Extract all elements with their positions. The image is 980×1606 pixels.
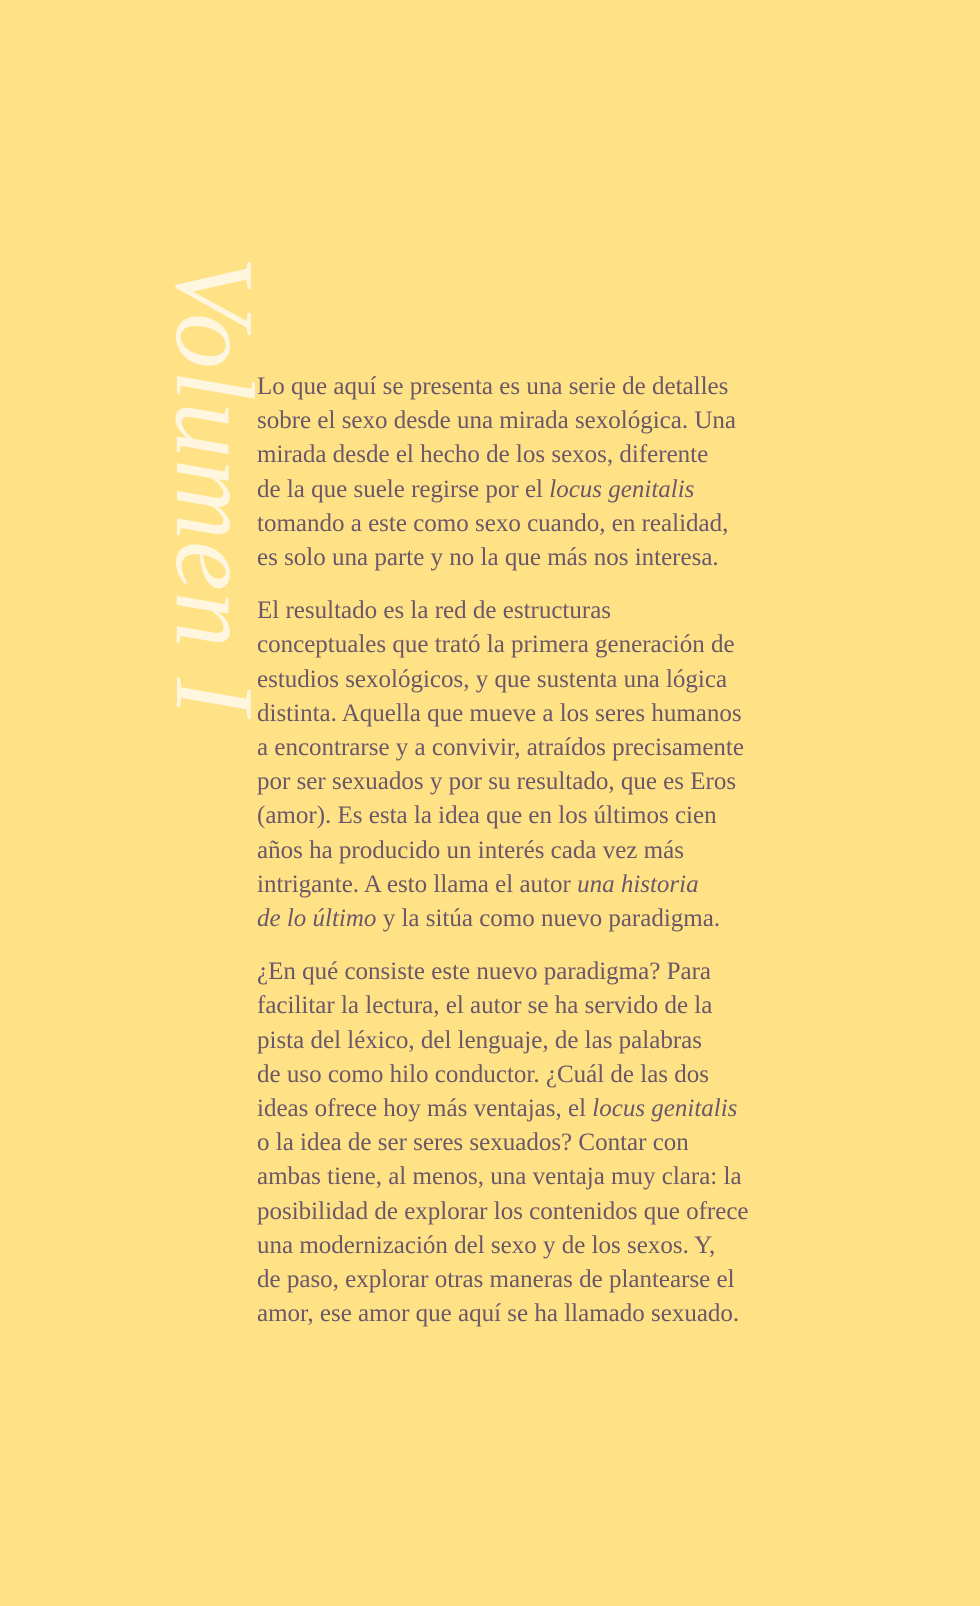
text-line	[257, 1229, 837, 1263]
text-run: pista del léxico, del lenguaje, de las palabras	[257, 1026, 702, 1054]
text-run: o la idea de ser seres sexuados? Contar con	[257, 1129, 689, 1157]
text-run: ambas tiene, al menos, una ventaja muy clara: la	[257, 1163, 742, 1191]
text-line	[257, 731, 837, 765]
text-run: (amor). Es esta la idea que en los últimos cien	[257, 802, 717, 830]
text-run: por ser sexuados y por su resultado, que es Eros	[257, 768, 737, 796]
text-run: Lo que aquí se presenta es una serie de detalles	[257, 373, 729, 400]
text-run: años ha producido un interés cada vez más	[257, 836, 684, 864]
text-line	[257, 1092, 837, 1126]
text-line	[257, 1297, 837, 1331]
text-run: es solo una parte y no la que más nos interesa.	[257, 544, 719, 572]
paragraph	[257, 955, 837, 1331]
text-run: conceptuales que trató la primera generación de	[257, 631, 735, 659]
text-run: de paso, explorar otras maneras de plantearse el	[257, 1266, 735, 1294]
text-run: de la que suele regirse por el	[257, 475, 550, 503]
text-line	[257, 1263, 837, 1297]
text-run: posibilidad de explorar los contenidos que ofrece	[257, 1197, 749, 1225]
text-line	[257, 1126, 837, 1160]
text-run: ¿En qué consiste este nuevo paradigma? Para	[257, 958, 711, 986]
text-run: tomando a este como sexo cuando, en realidad,	[257, 509, 729, 537]
paragraph	[257, 594, 837, 936]
text-line	[257, 507, 837, 541]
text-run: a encontrarse y a convivir, atraídos precisamente	[257, 734, 744, 762]
text-run: facilitar la lectura, el autor se ha servido de la	[257, 992, 713, 1020]
text-run: una modernización del sexo y de los sexos. Y,	[257, 1231, 716, 1259]
text-line	[257, 697, 837, 731]
text-run: ideas ofrece hoy más ventajas, el	[257, 1095, 593, 1123]
text-run: distinta. Aquella que mueve a los seres humanos	[257, 699, 742, 727]
volume-title: Volumen I	[152, 256, 276, 717]
text-line	[257, 1160, 837, 1194]
text-line	[257, 404, 837, 438]
text-run: y la sitúa como nuevo paradigma.	[376, 905, 721, 933]
text-run: sobre el sexo desde una mirada sexológica. Una	[257, 407, 737, 435]
text-run: estudios sexológicos, y que sustenta una lógica	[257, 665, 728, 693]
italic-run: locus genitalis	[549, 475, 695, 503]
text-line	[257, 989, 837, 1023]
paragraph	[257, 370, 837, 575]
text-line	[257, 834, 837, 868]
text-line	[257, 370, 837, 404]
text-line	[257, 902, 837, 936]
text-run: mirada desde el hecho de los sexos, diferente	[257, 441, 709, 469]
text-line	[257, 1058, 837, 1092]
text-line	[257, 955, 837, 989]
text-line	[257, 799, 837, 833]
text-line	[257, 594, 837, 628]
text-line	[257, 868, 837, 902]
text-line	[257, 541, 837, 575]
italic-run: una historia	[577, 870, 699, 898]
text-line	[257, 628, 837, 662]
text-line	[257, 663, 837, 697]
text-line	[257, 438, 837, 472]
italic-run: locus genitalis	[592, 1095, 738, 1123]
italic-run: de lo último	[257, 905, 377, 933]
text-run: amor, ese amor que aquí se ha llamado sexuado.	[257, 1300, 740, 1328]
text-line	[257, 1024, 837, 1058]
text-line	[257, 473, 837, 507]
text-run: intrigante. A esto llama el autor	[257, 870, 578, 898]
text-run: de uso como hilo conductor. ¿Cuál de las dos	[257, 1060, 710, 1088]
text-line	[257, 765, 837, 799]
blurb-text	[257, 370, 837, 1350]
text-run: El resultado es la red de estructuras	[257, 597, 612, 625]
text-line	[257, 1195, 837, 1229]
